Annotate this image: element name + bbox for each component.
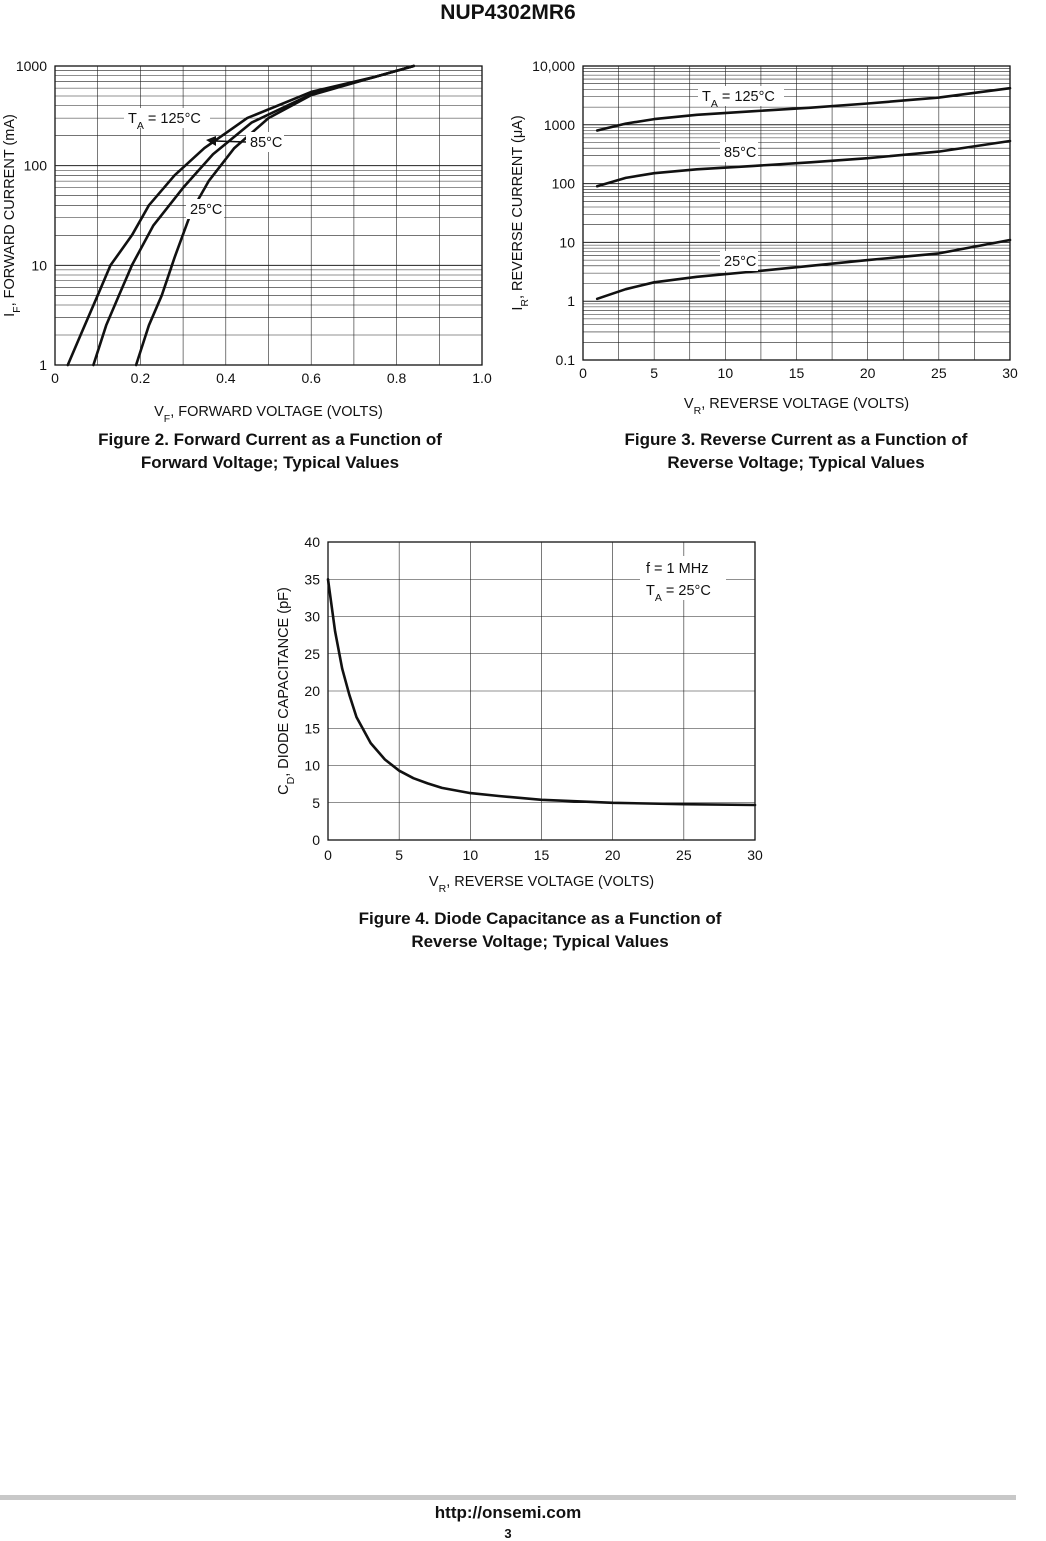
fig4-y-tick-label: 0 [312, 832, 320, 848]
fig3-y-tick-label: 10 [559, 234, 575, 251]
fig3-y-tick-label: 1000 [543, 116, 575, 133]
figure-4-caption-line1: Figure 4. Diode Capacitance as a Function of [358, 909, 722, 928]
fig2-plot-area [55, 66, 482, 365]
fig3-annotation-1: 85°C [724, 145, 757, 161]
fig4-x-tick-label: 5 [395, 847, 404, 863]
footer-rule [0, 1495, 1016, 1500]
fig4-y-tick-label: 10 [304, 757, 320, 774]
fig3-x-tick-label: 5 [650, 365, 659, 381]
fig4-y-tick-label: 5 [312, 794, 320, 811]
figure-4-caption [290, 907, 790, 953]
fig2-x-tick-label: 0.6 [301, 370, 321, 386]
fig3-x-tick-label: 0 [579, 365, 587, 381]
fig3-x-tick-label: 10 [717, 365, 734, 381]
fig2-y-tick-label: 1000 [15, 58, 47, 74]
fig3-x-tick-label: 30 [1002, 365, 1018, 381]
fig4-y-tick-label: 20 [304, 683, 320, 699]
fig2-x-tick-label: 0.8 [386, 370, 407, 386]
fig4-x-tick-label: 0 [324, 847, 332, 863]
fig4-x-tick-label: 10 [462, 847, 479, 863]
page-header: NUP4302MR6 [440, 1, 576, 24]
fig3-x-tick-label: 25 [931, 365, 947, 381]
figure-2-caption-line1: Figure 2. Forward Current as a Function of [98, 430, 442, 449]
fig4-y-tick-label: 40 [304, 534, 320, 550]
fig4-annotation-0: f = 1 MHz [646, 561, 709, 577]
fig2-annotation-arrow [214, 141, 246, 142]
fig4-x-axis-label: $V_R$, REVERSE VOLTAGE (VOLTS) [428, 874, 655, 895]
figure-2-chart [0, 48, 510, 428]
fig3-x-axis-label: $V_R$, REVERSE VOLTAGE (VOLTS) [683, 396, 910, 417]
fig3-x-tick-label: 15 [788, 365, 805, 381]
fig2-series-line-0 [68, 66, 414, 365]
figure-3-caption [546, 428, 1046, 474]
fig4-y-axis-label: $C_D$, DIODE CAPACITANCE (pF) [276, 587, 297, 795]
fig2-x-tick-label: 0 [51, 370, 59, 386]
fig2-annotation-0: $T_A = 125^\circ C$ [128, 111, 201, 132]
fig4-x-tick-label: 20 [604, 847, 621, 863]
figure-3-chart [508, 48, 1016, 428]
fig4-y-tick-label: 30 [304, 608, 320, 625]
page-number: 3 [504, 1526, 512, 1541]
fig4-y-tick-label: 25 [304, 645, 320, 662]
fig3-series-line-1 [597, 141, 1010, 186]
fig2-y-tick-label: 1 [39, 357, 47, 373]
fig3-y-tick-label: 10,000 [532, 58, 575, 74]
fig2-y-tick-label: 10 [31, 257, 47, 274]
fig2-annotation-2: 25°C [190, 202, 223, 218]
fig2-x-tick-label: 1.0 [472, 370, 492, 386]
fig3-y-tick-label: 100 [551, 175, 575, 192]
fig2-x-axis-label: $V_F$, FORWARD VOLTAGE (VOLTS) [154, 404, 383, 425]
fig2-y-tick-label: 100 [23, 157, 47, 174]
figure-4-chart [270, 525, 790, 895]
fig4-x-tick-label: 25 [676, 847, 692, 863]
fig3-y-tick-label: 0.1 [555, 352, 575, 368]
fig4-annotation-1: $T_A = 25^\circ C$ [646, 583, 711, 604]
fig2-x-tick-label: 0.4 [216, 370, 236, 386]
fig3-y-axis-label: $I_R$, REVERSE CURRENT (μA) [510, 115, 531, 311]
fig3-series-line-2 [597, 240, 1010, 299]
fig3-annotation-2: 25°C [724, 254, 757, 270]
fig3-annotation-0: $T_A = 125^\circ C$ [702, 89, 775, 110]
fig2-x-tick-label: 0.2 [130, 370, 151, 386]
figure-3-caption-line1: Figure 3. Reverse Current as a Function of [624, 430, 968, 449]
fig2-y-axis-label: $I_F$, FORWARD CURRENT (mA) [2, 114, 23, 317]
fig3-y-tick-label: 1 [567, 293, 575, 310]
fig3-x-tick-label: 20 [859, 365, 876, 381]
figure-3-caption-line2: Reverse Voltage; Typical Values [667, 453, 925, 472]
fig2-annotation-1: 85°C [250, 135, 283, 151]
fig4-x-tick-label: 15 [533, 847, 550, 863]
fig4-x-tick-label: 30 [747, 847, 763, 863]
fig3-plot-area [583, 66, 1010, 360]
fig4-y-tick-label: 35 [304, 571, 320, 588]
figure-2-caption-line2: Forward Voltage; Typical Values [140, 453, 400, 472]
fig4-y-tick-label: 15 [304, 720, 320, 737]
footer-url[interactable]: http://onsemi.com [434, 1503, 582, 1522]
figure-4-caption-line2: Reverse Voltage; Typical Values [411, 932, 669, 951]
figure-2-caption [20, 428, 520, 474]
fig3-series-line-0 [597, 88, 1010, 130]
